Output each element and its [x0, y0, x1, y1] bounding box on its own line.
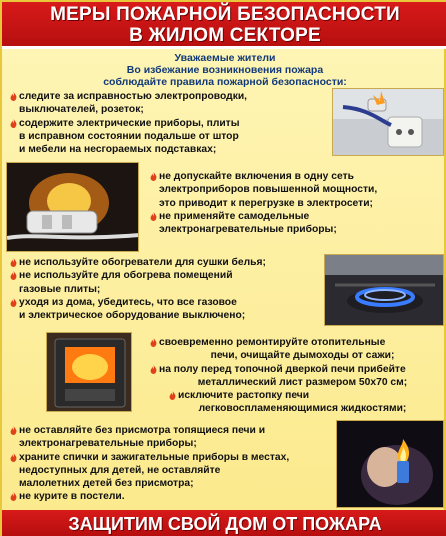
rules-block-5: не оставляйте без присмотра топящиеся печи и электронагревательные приборы; храните спички и зажигательные приборы в местах, недоступных для детей, не оставляйте малолетних детей без присмотра; не курите в постели.	[10, 424, 332, 504]
child-lighter-photo	[336, 420, 444, 508]
rule-item: исключите растопку печи	[150, 389, 446, 402]
rule-item: не применяйте самодельные	[150, 210, 445, 223]
flame-bullet-icon	[10, 258, 17, 267]
title-banner	[2, 2, 446, 49]
title-line-2: В ЖИЛОМ СЕКТОРЕ	[129, 25, 321, 46]
rules-block-1: следите за исправностью электропроводки, выключателей, розеток; содержите электрические приборы, плиты в исправном состоянии подальше от штор и мебели на несгораемых подставках;	[10, 90, 325, 156]
flame-bullet-icon	[10, 92, 17, 101]
intro-line-3: соблюдайте правила пожарной безопасности:	[103, 76, 347, 88]
rules-block-3: не используйте обогреватели для сушки белья; не используйте для обогрева помещений газовые плиты; уходя из дома, убедитесь, что все газовое и электрическое оборудование выключено;	[10, 256, 322, 322]
flame-bullet-icon	[10, 271, 17, 280]
rule-item: не используйте для обогрева помещений	[10, 269, 322, 282]
flame-bullet-icon	[10, 426, 17, 435]
rule-item: не курите в постели.	[10, 490, 332, 503]
flame-bullet-icon	[10, 298, 17, 307]
footer-slogan: ЗАЩИТИМ СВОЙ ДОМ ОТ ПОЖАРА	[2, 510, 446, 536]
flame-bullet-icon	[10, 453, 17, 462]
rules-block-2: не допускайте включения в одну сеть электроприборов повышенной мощности, это приводит к перегрузке в электросети; не применяйте самодельные электронагревательные приборы;	[150, 170, 445, 236]
rule-item: своевременно ремонтируйте отопительные	[150, 336, 446, 349]
rule-item: не оставляйте без присмотра топящиеся печи и	[10, 424, 332, 437]
rule-item: уходя из дома, убедитесь, что все газовое	[10, 296, 322, 309]
rule-item: храните спички и зажигательные приборы в местах,	[10, 451, 332, 464]
rule-item: следите за исправностью электропроводки,	[10, 90, 325, 103]
socket-photo	[332, 88, 444, 156]
flame-bullet-icon	[10, 492, 17, 501]
wood-stove-photo	[46, 332, 132, 412]
flame-bullet-icon	[150, 338, 157, 347]
flame-bullet-icon	[10, 119, 17, 128]
rule-item: на полу перед топочной дверкой печи прибейте	[150, 363, 446, 376]
rules-block-4: своевременно ремонтируйте отопительные печи, очищайте дымоходы от сажи; на полу перед топочной дверкой печи прибейте металлический лист размером 50х70 см; исключите растопку печи легковоспламеняющимися жидкостями;	[150, 336, 446, 416]
flame-bullet-icon	[169, 391, 176, 400]
gas-stove-photo	[324, 254, 444, 326]
flame-bullet-icon	[150, 365, 157, 374]
rule-item: не используйте обогреватели для сушки белья;	[10, 256, 322, 269]
flame-bullet-icon	[150, 172, 157, 181]
overloaded-plug-photo	[6, 162, 139, 252]
title-line-1: МЕРЫ ПОЖАРНОЙ БЕЗОПАСНОСТИ	[50, 4, 400, 25]
rule-item: содержите электрические приборы, плиты	[10, 117, 325, 130]
intro-greeting: Уважаемые жители	[174, 52, 276, 64]
intro-line-2: Во избежание возникновения пожара	[126, 64, 324, 76]
rule-item: не допускайте включения в одну сеть	[150, 170, 445, 183]
flame-bullet-icon	[150, 212, 157, 221]
